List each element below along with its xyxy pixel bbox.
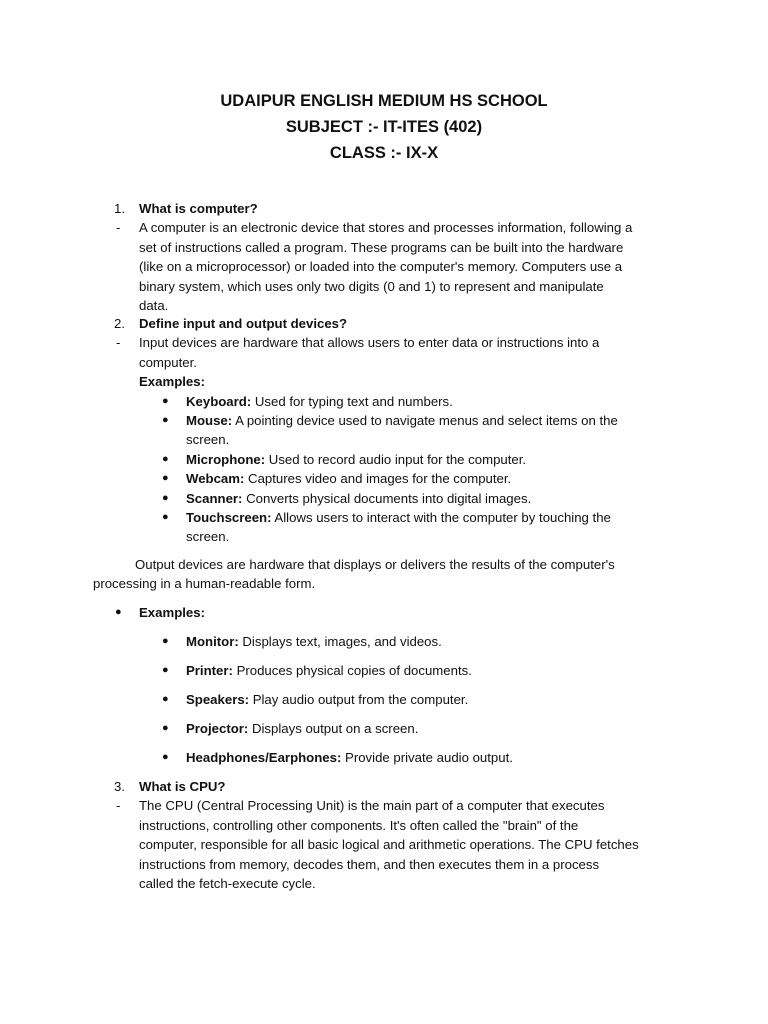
item-desc: Converts physical documents into digital images. xyxy=(242,490,532,506)
question-text: What is computer? xyxy=(139,201,258,216)
answer-line: called the fetch-execute cycle. xyxy=(139,876,316,892)
bullet-icon: ● xyxy=(162,664,169,676)
item-desc: Allows users to interact with the computer by touching the xyxy=(271,510,611,526)
item-term: Microphone: xyxy=(186,451,266,467)
list-item xyxy=(162,392,676,411)
list-item xyxy=(186,748,676,767)
answer-line: set of instructions called a program. These programs can be built into the hardware xyxy=(139,239,624,255)
item-desc-cont: screen. xyxy=(186,529,230,545)
item-term: Monitor: xyxy=(186,634,239,649)
answer-dash: - xyxy=(116,335,121,351)
list-item xyxy=(162,508,676,547)
answer-dash: - xyxy=(116,798,121,814)
item-desc: Produces physical copies of documents. xyxy=(232,663,472,678)
item-term: Webcam: xyxy=(186,471,245,487)
class-title: CLASS :- IX-X xyxy=(329,144,439,162)
answer-line: instructions, controlling other components. It's often called the "brain" of the xyxy=(139,817,579,833)
bullet-icon: ● xyxy=(162,751,169,763)
answer-paragraph xyxy=(139,796,679,893)
item-desc-cont: screen. xyxy=(186,432,230,448)
answer-line: computer, responsible for all basic logical and arithmetic operations. The CPU fetches xyxy=(139,837,639,853)
item-term: Scanner: xyxy=(186,490,243,506)
list-item xyxy=(162,469,676,488)
question-2 xyxy=(0,314,768,547)
question-number: 1. xyxy=(114,201,125,216)
answer-line: (like on a microprocessor) or loaded into the computer's memory. Computers use a xyxy=(139,259,623,275)
list-item xyxy=(186,690,676,709)
bullet-icon: ● xyxy=(162,472,169,485)
output-devices-paragraph xyxy=(93,555,673,594)
question-number: 2. xyxy=(114,316,125,331)
item-term: Keyboard: xyxy=(186,393,252,409)
list-item xyxy=(186,661,676,680)
paragraph-line: processing in a human-readable form. xyxy=(93,576,316,592)
item-desc: Displays text, images, and videos. xyxy=(238,634,442,649)
bullet-icon: ● xyxy=(115,606,122,618)
document-header xyxy=(0,88,768,166)
question-text: Define input and output devices? xyxy=(139,316,348,331)
answer-line: binary system, which uses only two digits (0 and 1) to represent and manipulate xyxy=(139,278,604,294)
answer-paragraph xyxy=(139,218,679,315)
paragraph-line: Output devices are hardware that displays or delivers the results of the computer's xyxy=(135,557,615,572)
list-item xyxy=(162,489,676,508)
answer-line: instructions from memory, decodes them, and then executes them in a process xyxy=(139,856,600,872)
item-term: Headphones/Earphones: xyxy=(186,750,342,765)
list-item xyxy=(162,411,676,450)
question-1 xyxy=(0,199,768,315)
item-desc: Displays output on a screen. xyxy=(248,721,419,736)
question-3 xyxy=(0,777,768,893)
item-term: Mouse: xyxy=(186,413,233,429)
bullet-icon: ● xyxy=(162,722,169,734)
answer-line: The CPU (Central Processing Unit) is the main part of a computer that executes xyxy=(139,798,605,814)
answer-line: data. xyxy=(139,298,169,314)
subject-title: SUBJECT :- IT-ITES (402) xyxy=(285,118,483,136)
item-term: Touchscreen: xyxy=(186,510,272,526)
examples-label: Examples: xyxy=(139,374,205,390)
answer-dash: - xyxy=(116,220,121,236)
answer-line: Input devices are hardware that allows users to enter data or instructions into a xyxy=(139,335,600,351)
item-desc: A pointing device used to navigate menus and select items on the xyxy=(232,413,618,429)
answer-line: computer. xyxy=(139,354,197,370)
list-item xyxy=(186,719,676,738)
bullet-icon: ● xyxy=(162,511,169,524)
item-desc: Play audio output from the computer. xyxy=(249,692,469,707)
school-name: UDAIPUR ENGLISH MEDIUM HS SCHOOL xyxy=(220,92,548,110)
input-devices-list xyxy=(162,392,676,547)
item-desc: Captures video and images for the computer. xyxy=(244,471,512,487)
examples-label: Examples: xyxy=(139,605,205,620)
answer-paragraph xyxy=(139,333,679,391)
list-item xyxy=(162,450,676,469)
item-desc: Provide private audio output. xyxy=(341,750,513,765)
bullet-icon: ● xyxy=(162,635,169,647)
answer-line: A computer is an electronic device that stores and processes information, following a xyxy=(139,220,633,236)
item-term: Printer: xyxy=(186,663,233,678)
list-item xyxy=(186,632,676,651)
bullet-icon: ● xyxy=(162,452,169,465)
item-desc: Used to record audio input for the computer. xyxy=(265,451,527,467)
question-text: What is CPU? xyxy=(139,779,226,794)
bullet-icon: ● xyxy=(162,414,169,427)
item-term: Speakers: xyxy=(186,692,250,707)
question-number: 3. xyxy=(114,779,125,794)
bullet-icon: ● xyxy=(162,693,169,705)
bullet-icon: ● xyxy=(162,394,169,407)
bullet-icon: ● xyxy=(162,491,169,504)
item-desc: Used for typing text and numbers. xyxy=(251,393,453,409)
item-term: Projector: xyxy=(186,721,249,736)
